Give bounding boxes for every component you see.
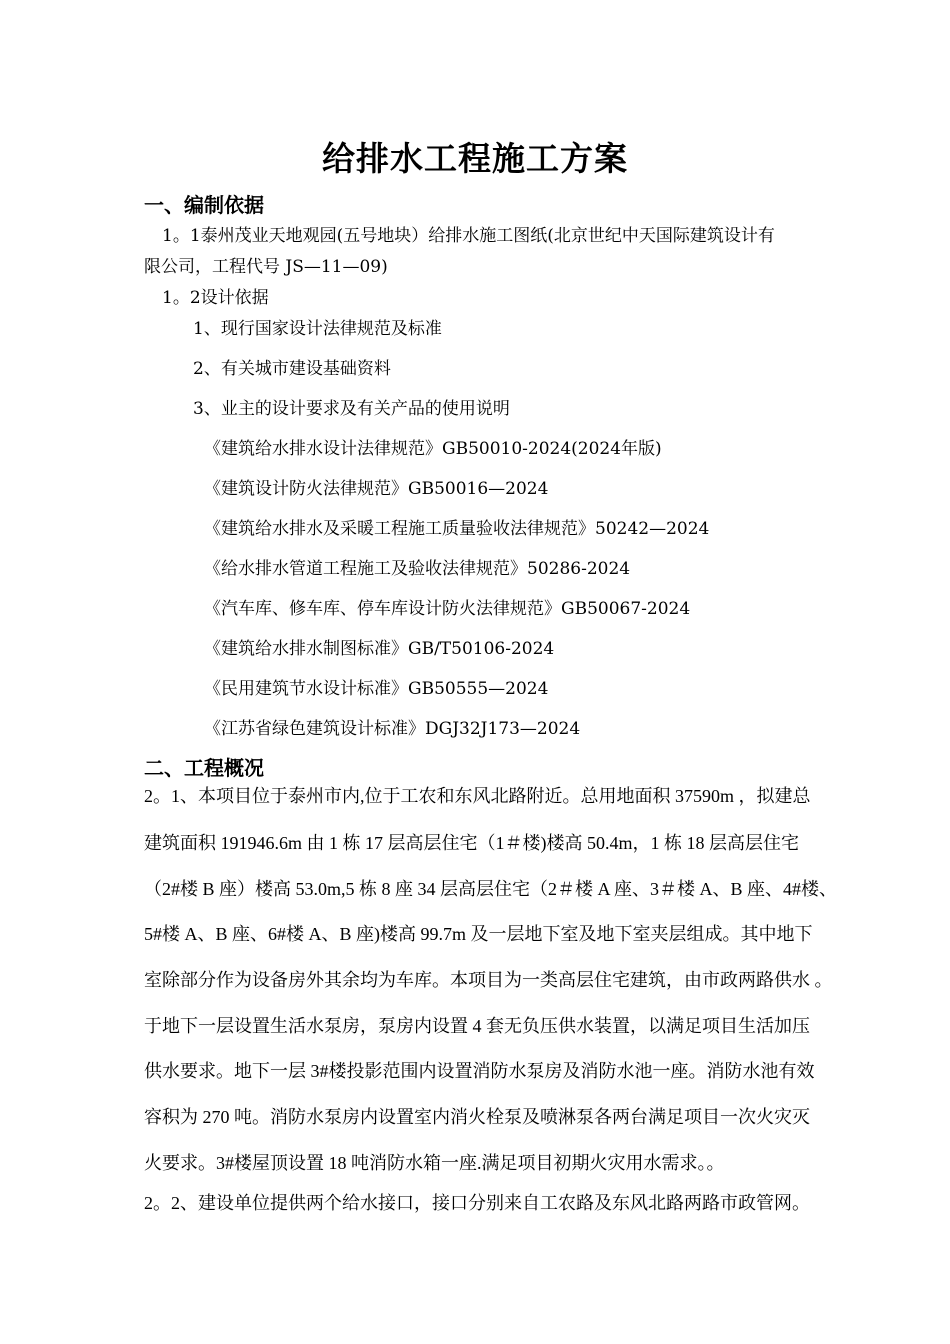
overview-paragraph-line: 于地下一层设置生活水泵房，泵房内设置 4 套无负压供水装置，以满足项目生活加压 — [144, 1016, 810, 1036]
overview-paragraph-line: 2。1、本项目位于泰州市内,位于工农和东风北路附近。总用地面积 37590m ，拟建总 — [144, 786, 811, 806]
item-1-1-line1: 1。1泰州茂业天地观园(五号地块）给排水施工图纸(北京世纪中天国际建筑设计有 — [162, 226, 775, 246]
overview-paragraph-line: 火要求。3#楼屋顶设置 18 吨消防水箱一座.满足项目初期火灾用水需求。。 — [144, 1153, 725, 1173]
standard-item: 《建筑给水排水制图标准》GB/T50106-2024 — [204, 639, 555, 659]
overview-paragraph-line: 建筑面积 191946.6m 由 1 栋 17 层高层住宅（1＃楼)楼高 50.4m，1 栋 18 层高层住宅 — [144, 833, 799, 853]
overview-paragraph-line: 5#楼 A、B 座、6#楼 A、B 座)楼高 99.7m 及一层地下室及地下室夹层组成。其中地下 — [144, 924, 813, 944]
standard-item: 《民用建筑节水设计标准》GB50555—2024 — [204, 679, 549, 699]
overview-paragraph-line: 室除部分作为设备房外其余均为车库。本项目为一类高层住宅建筑，由市政两路供水 。 — [144, 970, 833, 990]
standard-item: 《江苏省绿色建筑设计标准》DGJ32J173—2024 — [204, 719, 581, 739]
basis-item: 3、业主的设计要求及有关产品的使用说明 — [193, 399, 510, 419]
standard-item: 《汽车库、修车库、停车库设计防火法律规范》GB50067-2024 — [204, 599, 691, 619]
item-1-1-line2: 限公司，工程代号 JS—11—09) — [144, 257, 388, 277]
section-heading-overview: 二、工程概况 — [144, 756, 264, 780]
section-heading-basis: 一、编制依据 — [144, 193, 264, 217]
overview-paragraph-line: （2#楼 B 座）楼高 53.0m,5 栋 8 座 34 层高层住宅（2＃楼 A 座、3＃楼 A、B 座、4#楼、 — [144, 879, 838, 899]
basis-item: 2、有关城市建设基础资料 — [193, 359, 391, 379]
basis-item: 1、现行国家设计法律规范及标准 — [193, 319, 442, 339]
paragraph-2-2: 2。2、建设单位提供两个给水接口，接口分别来自工农路及东风北路两路市政管网。 — [144, 1193, 810, 1213]
standard-item: 《建筑设计防火法律规范》GB50016—2024 — [204, 479, 549, 499]
overview-paragraph-line: 供水要求。地下一层 3#楼投影范围内设置消防水泵房及消防水池一座。消防水池有效 — [144, 1061, 815, 1081]
document-title: 给排水工程施工方案 — [322, 139, 628, 178]
standard-item: 《给水排水管道工程施工及验收法律规范》50286-2024 — [204, 559, 631, 579]
standard-item: 《建筑给水排水设计法律规范》GB50010-2024(2024年版) — [204, 439, 662, 459]
item-1-2: 1。2设计依据 — [162, 288, 269, 308]
overview-paragraph-line: 容积为 270 吨。消防水泵房内设置室内消火栓泵及喷淋泵各两台满足项目一次火灾灭 — [144, 1107, 810, 1127]
standard-item: 《建筑给水排水及采暖工程施工质量验收法律规范》50242—2024 — [204, 519, 710, 539]
